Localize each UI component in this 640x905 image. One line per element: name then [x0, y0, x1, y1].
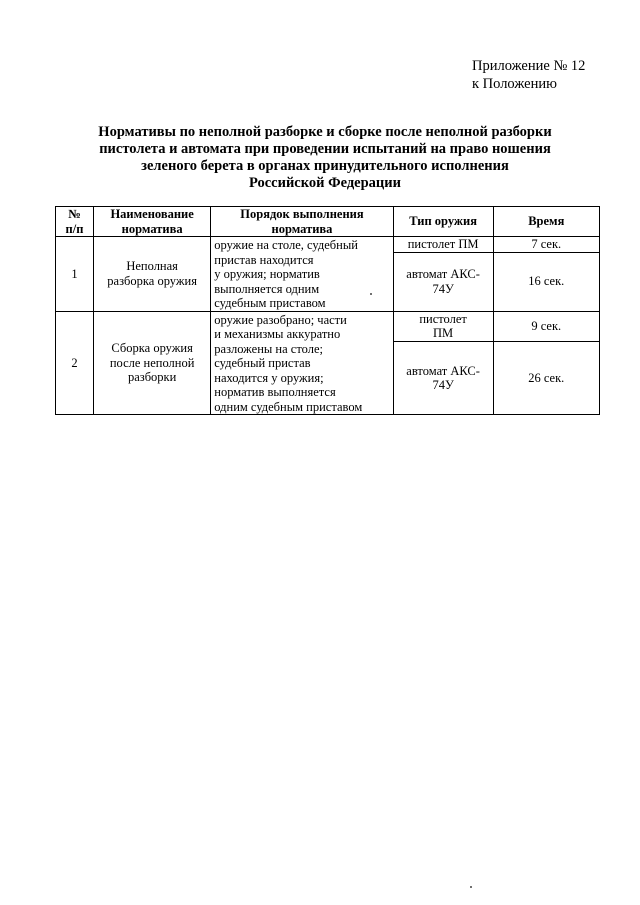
procedure-line: пристав находится	[214, 252, 314, 267]
header-time: Время	[493, 207, 599, 237]
procedure-text	[211, 237, 393, 312]
header-weapon-type: Тип оружия	[393, 207, 493, 237]
appendix-number: Приложение № 12	[472, 58, 586, 74]
weapon-type	[393, 342, 493, 415]
time-value: 7 сек.	[493, 237, 599, 253]
title-line: зеленого берета в органах принудительного исполнения	[141, 158, 509, 174]
row-number: 2	[56, 311, 94, 415]
scan-speck	[470, 886, 472, 888]
header-text: №	[68, 207, 81, 221]
time-value: 9 сек.	[493, 311, 599, 342]
title-line: пистолета и автомата при проведении испытаний на право ношения	[99, 141, 551, 157]
table-row	[56, 237, 600, 253]
time-value: 26 сек.	[493, 342, 599, 415]
header-text: Порядок выполнения	[240, 207, 364, 221]
weapon-type-line: пистолет	[419, 311, 467, 326]
procedure-line: судебный пристав	[214, 356, 311, 370]
procedure-line: оружие на столе, судебный	[214, 238, 358, 252]
table-row	[56, 311, 600, 342]
row-number: 1	[56, 237, 94, 312]
document-title	[60, 124, 590, 192]
weapon-type	[393, 252, 493, 311]
weapon-type: пистолет ПМ	[393, 237, 493, 253]
header-text: Наименование	[110, 207, 194, 221]
header-procedure	[211, 207, 393, 237]
appendix-label	[472, 57, 585, 93]
header-text: норматива	[121, 221, 183, 236]
norm-name-line: разборки	[127, 370, 177, 384]
norm-name-line: Неполная	[126, 259, 178, 274]
header-text: норматива	[271, 221, 333, 236]
table-header-row	[56, 207, 600, 237]
title-line: Российской Федерации	[248, 175, 401, 191]
procedure-line: разложены на столе;	[214, 341, 323, 356]
weapon-type-line: автомат АКС-	[406, 363, 480, 378]
header-text: п/п	[65, 221, 84, 236]
weapon-type-line: 74У	[432, 378, 454, 393]
header-number	[56, 207, 94, 237]
procedure-line: оружие разобрано; части	[214, 312, 347, 327]
weapon-type	[393, 311, 493, 342]
norm-name	[94, 237, 211, 312]
weapon-type-line: автомат АКС-	[406, 267, 480, 281]
norms-table	[55, 206, 600, 415]
procedure-line: выполняется одним	[214, 281, 320, 296]
procedure-line: и механизмы аккуратно	[214, 327, 341, 341]
title-line: Нормативы по неполной разборке и сборке после неполной разборки	[98, 124, 552, 140]
appendix-reference: к Положению	[472, 76, 557, 92]
time-value: 16 сек.	[493, 252, 599, 311]
weapon-type-line: 74У	[432, 281, 454, 296]
scan-speck	[370, 293, 372, 295]
procedure-line: находится у оружия;	[214, 370, 324, 385]
norm-name-line: разборка оружия	[107, 273, 197, 288]
procedure-line: у оружия; норматив	[214, 267, 320, 281]
procedure-line: одним судебным приставом	[214, 399, 363, 414]
procedure-text	[211, 311, 393, 415]
header-name	[94, 207, 211, 237]
norm-name-line: после неполной	[109, 355, 195, 370]
norm-name	[94, 311, 211, 415]
procedure-line: норматив выполняется	[214, 385, 336, 399]
procedure-line: судебным приставом	[214, 296, 326, 310]
norm-name-line: Сборка оружия	[111, 341, 193, 355]
weapon-type-line: ПМ	[433, 326, 454, 341]
